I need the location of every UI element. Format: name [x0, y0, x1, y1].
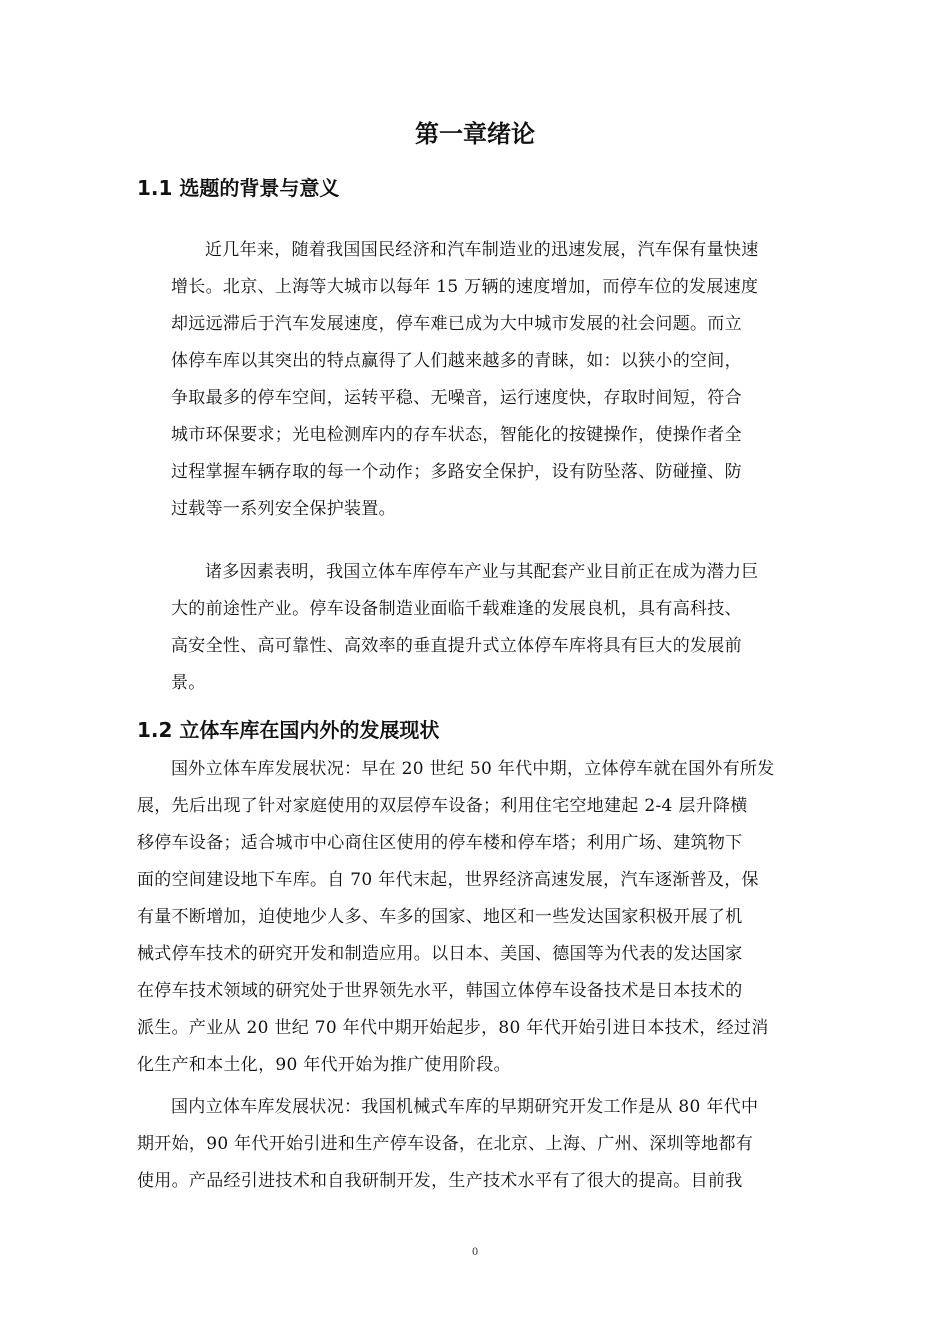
text-line: 景。 [171, 673, 206, 693]
text-line: 过程掌握车辆存取的每一个动作；多路安全保护，设有防坠落、防碰撞、防 [171, 462, 742, 482]
text-line: 近几年来，随着我国国民经济和汽车制造业的迅速发展，汽车保有量快速 [205, 240, 759, 260]
text-line: 移停车设备；适合城市中心商住区使用的停车楼和停车塔；利用广场、建筑物下 [137, 833, 743, 853]
text-line: 体停车库以其突出的特点赢得了人们越来越多的青睐，如：以狭小的空间， [171, 351, 742, 371]
paragraph-background-2 [171, 554, 811, 702]
section-heading-1-1: 1.1 选题的背景与意义 [137, 176, 340, 200]
text-line: 展，先后出现了针对家庭使用的双层停车设备；利用住宅空地建起 2-4 层升降横 [137, 796, 748, 816]
text-line: 面的空间建设地下车库。自 70 年代末起，世界经济高速发展，汽车逐渐普及，保 [137, 870, 759, 890]
text-line: 却远远滞后于汽车发展速度，停车难已成为大中城市发展的社会问题。而立 [171, 314, 742, 334]
paragraph-background-1 [171, 232, 811, 528]
section-heading-1-2: 1.2 立体车库在国内外的发展现状 [137, 718, 440, 742]
text-line: 国内立体车库发展状况：我国机械式车库的早期研究开发工作是从 80 年代中 [171, 1097, 759, 1117]
text-line: 诸多因素表明，我国立体车库停车产业与其配套产业目前正在成为潜力巨 [205, 562, 759, 582]
text-line: 使用。产品经引进技术和自我研制开发，生产技术水平有了很大的提高。目前我 [137, 1171, 743, 1191]
text-line: 化生产和本土化，90 年代开始为推广使用阶段。 [137, 1055, 511, 1075]
text-line: 城市环保要求；光电检测库内的存车状态，智能化的按键操作，使操作者全 [171, 425, 742, 445]
text-line: 在停车技术领域的研究处于世界领先水平，韩国立体停车设备技术是日本技术的 [137, 981, 743, 1001]
page-number: 0 [471, 1247, 479, 1258]
text-line: 大的前途性产业。停车设备制造业面临千载难逢的发展良机，具有高科技、 [171, 599, 742, 619]
text-line: 争取最多的停车空间，运转平稳、无噪音，运行速度快，存取时间短，符合 [171, 388, 742, 408]
text-line: 有量不断增加，迫使地少人多、车多的国家、地区和一些发达国家积极开展了机 [137, 907, 743, 927]
text-line: 国外立体车库发展状况：早在 20 世纪 50 年代中期，立体停车就在国外有所发 [171, 759, 775, 779]
text-line: 期开始，90 年代开始引进和生产停车设备，在北京、上海、广州、深圳等地都有 [137, 1134, 754, 1154]
text-line: 高安全性、高可靠性、高效率的垂直提升式立体停车库将具有巨大的发展前 [171, 636, 742, 656]
text-line: 械式停车技术的研究开发和制造应用。以日本、美国、德国等为代表的发达国家 [137, 944, 743, 964]
text-line: 派生。产业从 20 世纪 70 年代中期开始起步，80 年代开始引进日本技术，经过消 [137, 1018, 769, 1038]
paragraph-domestic-status [137, 1089, 827, 1200]
chapter-title: 第一章绪论 [415, 120, 535, 148]
text-line: 过载等一系列安全保护装置。 [171, 499, 396, 519]
text-line: 增长。北京、上海等大城市以每年 15 万辆的速度增加，而停车位的发展速度 [171, 277, 759, 297]
paragraph-foreign-status [137, 751, 827, 1084]
